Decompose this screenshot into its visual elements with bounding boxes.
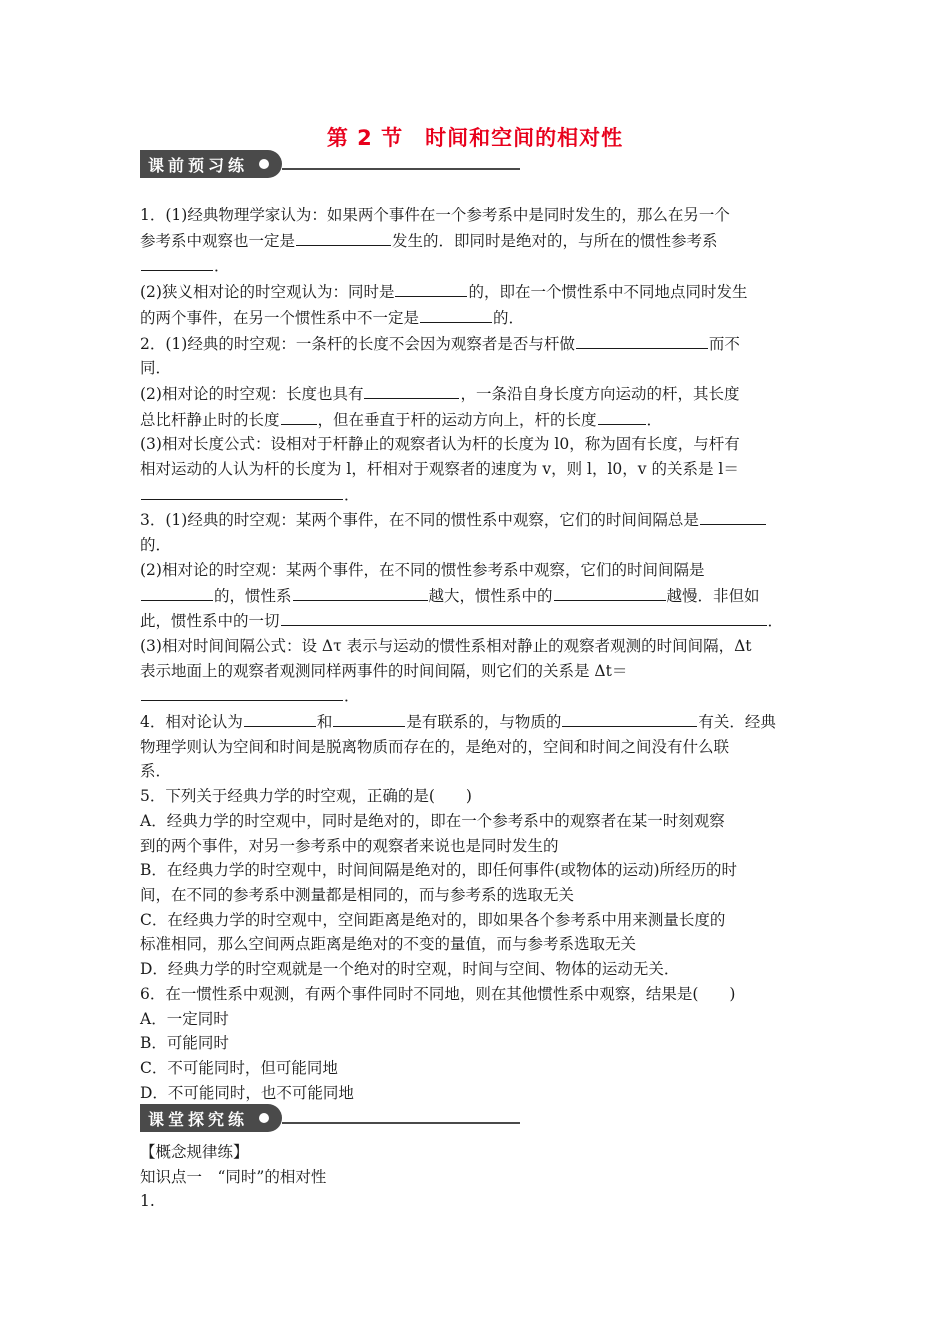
q2-line: 相对运动的人认为杆的长度为 l，杆相对于观察者的速度为 v，则 l，l0，v 的关系是 l＝ [140,460,739,479]
q6-stem: 6．在一惯性系中观测，有两个事件同时不同地，则在其他惯性系中观察，结果是( ) [140,984,736,1003]
q3-line: ． [140,683,812,709]
answer-blank[interactable] [420,305,492,323]
q3-line: 表示地面上的观察者观测同样两事件的时间间隔，则它们的关系是 Δt＝ [140,661,628,680]
q3-line: 的，惯性系 越大，惯性系中的 越慢．非但如 [140,583,812,609]
answer-blank[interactable] [141,683,343,701]
banner-rule [282,1122,520,1124]
answer-blank[interactable] [141,482,343,500]
q3-line: (2)相对论的时空观：某两个事件，在不同的惯性参考系中观察，它们的时间间隔是 [140,560,705,579]
banner-tag [140,150,282,178]
answer-blank[interactable] [281,407,317,425]
answer-blank[interactable] [244,709,316,727]
banner-label: 课前预习练 [148,156,249,175]
q5-stem: 5．下列关于经典力学的时空观，正确的是( ) [140,787,472,806]
answer-blank[interactable] [141,583,213,601]
q5-option-c-cont: 标准相同，那么空间两点距离是绝对的不变的量值，而与参考系选取无关 [140,935,637,954]
answer-blank[interactable] [700,507,766,525]
q5-option-d[interactable]: D．经典力学的时空观就是一个绝对的时空观，时间与空间、物体的运动无关． [140,960,680,979]
answer-blank[interactable] [554,583,666,601]
q5-option-a-cont: 到的两个事件，对另一参考系中的观察者来说也是同时发生的 [140,836,559,855]
answer-blank[interactable] [333,709,405,727]
item-number: 1. [140,1192,155,1211]
answer-blank[interactable] [296,228,391,246]
answer-blank[interactable] [598,407,646,425]
q1-line: (2)狭义相对论的时空观认为：同时是 的，即在一个惯性系中不同地点同时发生 [140,279,812,305]
q4-line: 系． [140,762,172,781]
bullet-dot-icon [259,159,269,169]
q2-line: ． [140,482,812,508]
q6-option-a[interactable]: A．一定同时 [140,1009,229,1028]
answer-blank[interactable] [395,279,467,297]
knowledge-point: 知识点一 “同时”的相对性 [140,1167,327,1186]
q2-line: (3)相对长度公式：设相对于杆静止的观察者认为杆的长度为 l0，称为固有长度，与杆有 [140,435,740,454]
answer-blank[interactable] [576,331,708,349]
subsection-heading: 【概念规律练】 [140,1143,249,1161]
q1-line: ． [140,253,812,279]
q1-line: 1．(1)经典物理学家认为：如果两个事件在一个参考系中是同时发生的，那么在另一个 [140,206,730,224]
q2-line: 总比杆静止时的长度 ，但在垂直于杆的运动方向上，杆的长度 ． [140,407,812,433]
q3-line: 的． [140,536,172,555]
banner-label: 课堂探究练 [148,1110,249,1129]
answer-blank[interactable] [281,608,767,626]
banner-rule [282,168,520,170]
q3-line: 3．(1)经典的时空观：某两个事件，在不同的惯性系中观察，它们的时间间隔总是 [140,507,812,533]
q1-line: 的两个事件，在另一个惯性系中不一定是 的． [140,305,812,331]
q6-option-b[interactable]: B．可能同时 [140,1034,229,1053]
q6-option-d[interactable]: D．不可能同时，也不可能同地 [140,1083,354,1102]
page-title: 第 2 节 时间和空间的相对性 [326,126,624,150]
class-practice [140,1140,812,1214]
q5-option-b[interactable]: B．在经典力学的时空观中，时间间隔是绝对的，即任何事件(或物体的运动)所经历的时 [140,861,737,880]
q5-option-b-cont: 间，在不同的参考系中测量都是相同的，而与参考系的选取无关 [140,885,575,904]
answer-blank[interactable] [141,253,213,271]
preview-questions [140,203,812,1105]
answer-blank[interactable] [293,583,428,601]
answer-blank[interactable] [562,709,697,727]
answer-blank[interactable] [364,381,459,399]
q4-line: 物理学则认为空间和时间是脱离物质而存在的，是绝对的，空间和时间之间没有什么联 [140,737,730,756]
q4-line: 4．相对论认为 和 是有联系的，与物质的 有关．经典 [140,709,812,735]
q3-line: (3)相对时间间隔公式：设 Δτ 表示与运动的惯性系相对静止的观察者观测的时间间隔，Δt [140,636,752,655]
q5-option-c[interactable]: C．在经典力学的时空观中，空间距离是绝对的，即如果各个参考系中用来测量长度的 [140,910,726,929]
q2-line: (2)相对论的时空观：长度也具有 ，一条沿自身长度方向运动的杆，其长度 [140,381,812,407]
bullet-dot-icon [259,1113,269,1123]
q3-line: 此，惯性系中的一切 ． [140,608,812,634]
q2-line: 同． [140,359,172,378]
banner-tag [140,1104,282,1132]
q5-option-a[interactable]: A．经典力学的时空观中，同时是绝对的，即在一个参考系中的观察者在某一时刻观察 [140,811,725,830]
q2-line: 2．(1)经典的时空观：一条杆的长度不会因为观察者是否与杆做 而不 [140,331,812,357]
q1-line: 参考系中观察也一定是 发生的．即同时是绝对的，与所在的惯性参考系 [140,228,812,254]
q6-option-c[interactable]: C．不可能同时，但可能同地 [140,1058,338,1077]
